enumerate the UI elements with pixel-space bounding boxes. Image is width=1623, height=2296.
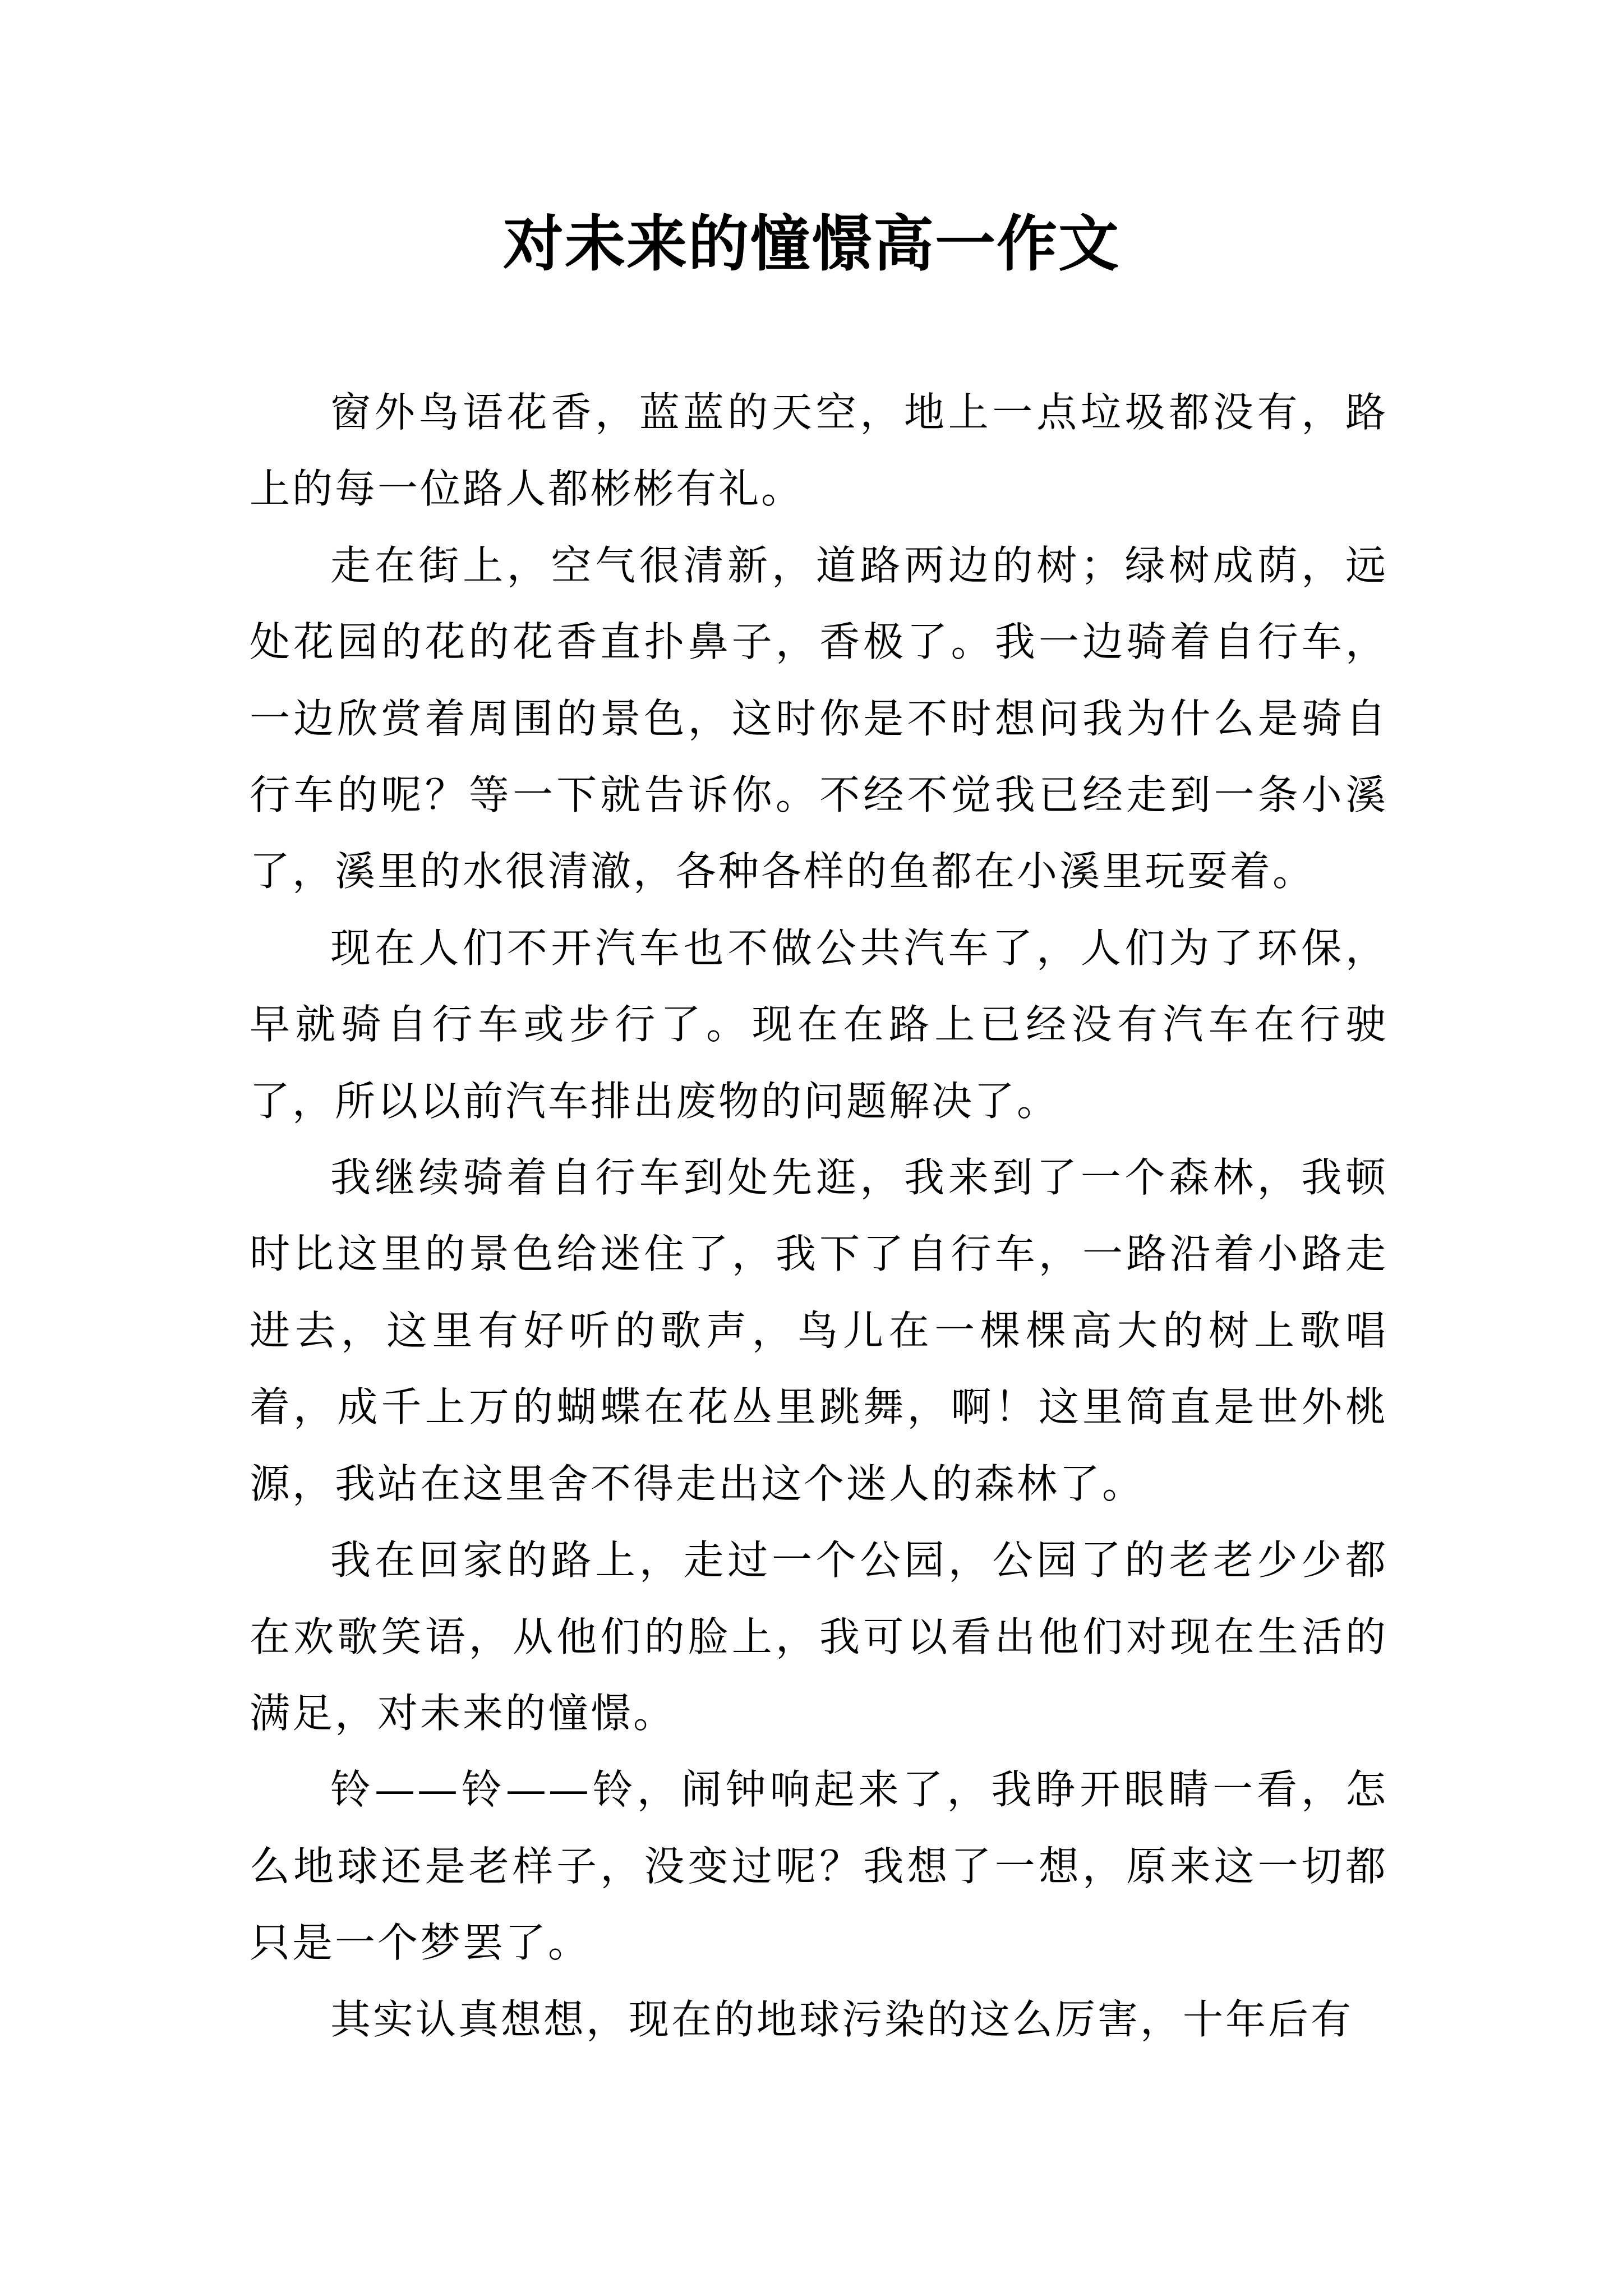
document-title: 对未来的憧憬高一作文 xyxy=(502,209,1120,279)
paragraph-6: 铃——铃——铃，闹钟响起来了，我睁开眼睛一看，怎么地球还是老样子，没变过呢？我想了一想，原来这一切都只是一个梦罢了。 xyxy=(250,1766,1388,1967)
paragraph-4: 我继续骑着自行车到处先逛，我来到了一个森林，我顿时比这里的景色给迷住了，我下了自行车，一路沿着小路走进去，这里有好听的歌声，鸟儿在一棵棵高大的树上歌唱着，成千上万的蝴蝶在花丛里跳舞，啊！这里简直是世外桃源，我站在这里舍不得走出这个迷人的森林了。 xyxy=(250,1154,1388,1507)
paragraph-5: 我在回家的路上，走过一个公园，公园了的老老少少都在欢歌笑语，从他们的脸上，我可以看出他们对现在生活的满足，对未来的憧憬。 xyxy=(250,1536,1388,1737)
paragraph-1: 窗外鸟语花香，蓝蓝的天空，地上一点垃圾都没有，路上的每一位路人都彬彬有礼。 xyxy=(250,389,1388,513)
document-body xyxy=(250,374,1388,2058)
paragraph-3: 现在人们不开汽车也不做公共汽车了，人们为了环保，早就骑自行车或步行了。现在在路上已经没有汽车在行驶了，所以以前汽车排出废物的问题解决了。 xyxy=(250,924,1388,1125)
paragraph-7: 其实认真想想，现在的地球污染的这么厉害，十年后有 xyxy=(330,1995,1354,2043)
paragraph-2: 走在街上，空气很清新，道路两边的树；绿树成荫，远处花园的花的花香直扑鼻子，香极了。我一边骑着自行车，一边欣赏着周围的景色，这时你是不时想问我为什么是骑自行车的呢？等一下就告诉你。不经不觉我已经走到一条小溪了，溪里的水很清澈，各种各样的鱼都在小溪里玩耍着。 xyxy=(250,541,1388,895)
